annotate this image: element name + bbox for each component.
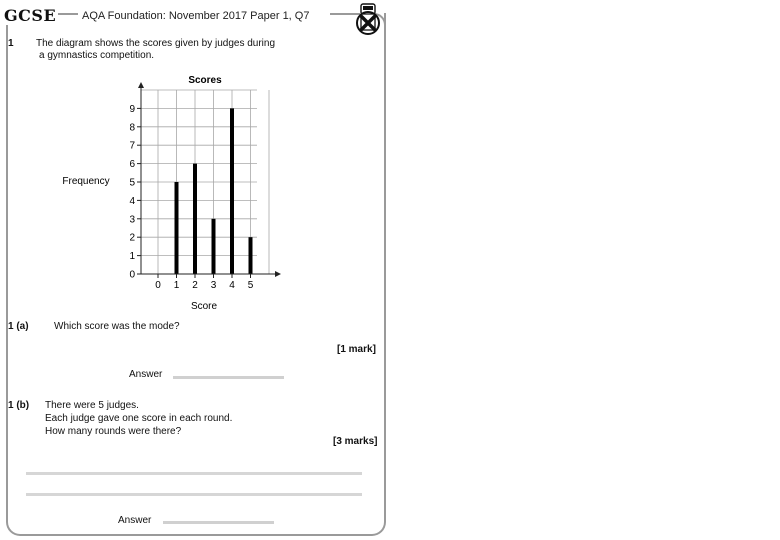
question-intro-line1: The diagram shows the scores given by judges during <box>36 38 276 49</box>
y-tick-label: 1 <box>129 251 135 263</box>
bar-score-4 <box>230 108 234 274</box>
y-tick-label: 8 <box>129 122 135 134</box>
x-tick-label: 1 <box>173 280 180 291</box>
x-tick-label: 3 <box>210 280 217 291</box>
chart-title: Scores <box>188 75 222 86</box>
x-tick-label: 0 <box>155 280 161 291</box>
part-b-marks: [3 marks] <box>333 436 378 447</box>
working-line-1[interactable] <box>26 472 362 475</box>
bar-score-3 <box>212 219 216 274</box>
y-tick-label: 7 <box>129 140 135 152</box>
part-b-label: 1 (b) <box>8 400 30 411</box>
y-axis-arrow <box>138 82 144 88</box>
x-tick-label: 4 <box>229 280 235 291</box>
bar-score-1 <box>175 182 179 274</box>
calculator-crossed-icon <box>352 2 384 36</box>
question-intro-line2: a gymnastics competition. <box>39 50 155 61</box>
part-a-label: 1 (a) <box>8 321 29 332</box>
y-tick-label: 4 <box>129 195 135 207</box>
part-b-line3: How many rounds were there? <box>45 426 182 437</box>
y-tick-label: 9 <box>129 103 135 115</box>
part-a-answer-line[interactable] <box>173 376 284 379</box>
bar-score-2 <box>193 164 197 274</box>
bar-score-5 <box>249 237 253 274</box>
gcse-logo: GCSE <box>4 6 57 25</box>
y-tick-label: 0 <box>129 269 135 281</box>
x-axis-arrow <box>275 271 281 277</box>
part-b-line1: There were 5 judges. <box>45 400 139 411</box>
part-a-marks: [1 mark] <box>337 344 376 355</box>
y-tick-label: 3 <box>129 214 135 226</box>
x-tick-label: 2 <box>192 280 198 291</box>
part-a-answer-label: Answer <box>129 369 163 380</box>
part-b-answer-line[interactable] <box>163 521 274 524</box>
part-b-answer-label: Answer <box>118 515 152 526</box>
part-b-line2: Each judge gave one score in each round. <box>45 413 233 424</box>
y-tick-label: 5 <box>129 177 135 189</box>
x-tick-label: 5 <box>247 280 254 291</box>
working-line-2[interactable] <box>26 493 362 496</box>
paper-title: AQA Foundation: November 2017 Paper 1, Q7 <box>79 10 312 22</box>
chart-x-label: Score <box>190 301 218 312</box>
part-a-question: Which score was the mode? <box>54 321 180 332</box>
question-number: 1 <box>8 38 14 49</box>
y-tick-label: 2 <box>129 232 135 244</box>
scores-bar-chart <box>50 70 290 315</box>
y-tick-label: 6 <box>129 159 135 171</box>
chart-y-label: Frequency <box>62 176 110 187</box>
